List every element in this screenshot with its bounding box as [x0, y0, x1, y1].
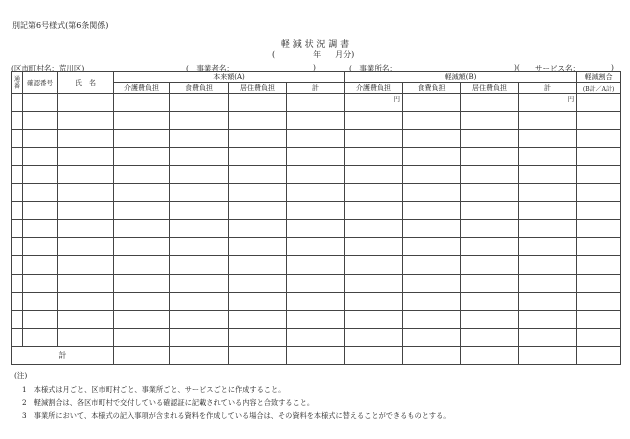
table-row: [12, 148, 621, 166]
yen-unit: 円: [519, 94, 577, 112]
notes-section: [14, 370, 451, 422]
table-row: [12, 202, 621, 220]
header-name: 氏 名: [58, 72, 114, 94]
period-month: 月分): [335, 50, 355, 59]
document-title: 軽 減 状 況 調 書: [280, 40, 350, 50]
table-row: [12, 256, 621, 274]
table-row: [12, 328, 621, 346]
total-row-label: 計: [12, 346, 114, 364]
table-row: [12, 184, 621, 202]
period-year: 年: [313, 50, 322, 59]
table-row: [12, 166, 621, 184]
header-reduction-ratio: 軽減割合: [577, 72, 621, 83]
reduction-table: [11, 71, 621, 365]
header-no: 通番: [12, 72, 23, 94]
header-reduced-residence: 居住費負担: [461, 83, 519, 94]
header-base-care: 介護費負担: [114, 83, 170, 94]
table-row: [12, 310, 621, 328]
header-ratio-sub: (B計／A計): [577, 83, 621, 94]
header-base-amount: 本来額(A): [114, 72, 345, 83]
table-row: [12, 112, 621, 130]
header-reduced-total: 計: [519, 83, 577, 94]
note-item: 2 軽減割合は、各区市町村で交付している確認証に記載されている内容と合致すること。: [22, 398, 315, 407]
table-row: [12, 274, 621, 292]
period-open: (: [272, 50, 276, 59]
operator-close: ): [313, 63, 316, 72]
note-item: 3 事業所において、本様式の記入事項が含まれる資料を作成している場合は、その資料を本様式に替えることができるものとする。: [22, 411, 451, 420]
table-row: [12, 130, 621, 148]
service-field: サービス名：: [535, 64, 580, 73]
header-base-residence: 居住費負担: [229, 83, 287, 94]
form-label: 別記第6号様式(第6条関係): [12, 21, 109, 30]
table-row: [12, 292, 621, 310]
notes-heading: (注): [14, 371, 28, 380]
header-confirm-number: 確認番号: [23, 72, 58, 94]
header-base-food: 食費負担: [170, 83, 229, 94]
total-row: [12, 346, 621, 364]
table-row: [12, 238, 621, 256]
table-row: [12, 220, 621, 238]
header-reduced-amount: 軽減額(B): [345, 72, 577, 83]
header-reduced-care: 介護費負担: [345, 83, 403, 94]
note-item: 1 本様式は月ごと、区市町村ごと、事業所ごと、サービスごとに作成すること。: [22, 385, 286, 394]
office-field: ( 事業所名：: [349, 64, 397, 73]
table-row: [12, 94, 621, 112]
service-close: ): [611, 63, 614, 72]
period-line: [272, 49, 354, 60]
header-base-total: 計: [287, 83, 345, 94]
header-reduced-food: 食費負担: [403, 83, 461, 94]
yen-unit: 円: [345, 94, 403, 112]
office-close: )(: [514, 63, 520, 72]
operator-field: ( 事業者名：: [186, 64, 234, 73]
municipality-field: (区市町村名：荒川区): [11, 64, 85, 73]
